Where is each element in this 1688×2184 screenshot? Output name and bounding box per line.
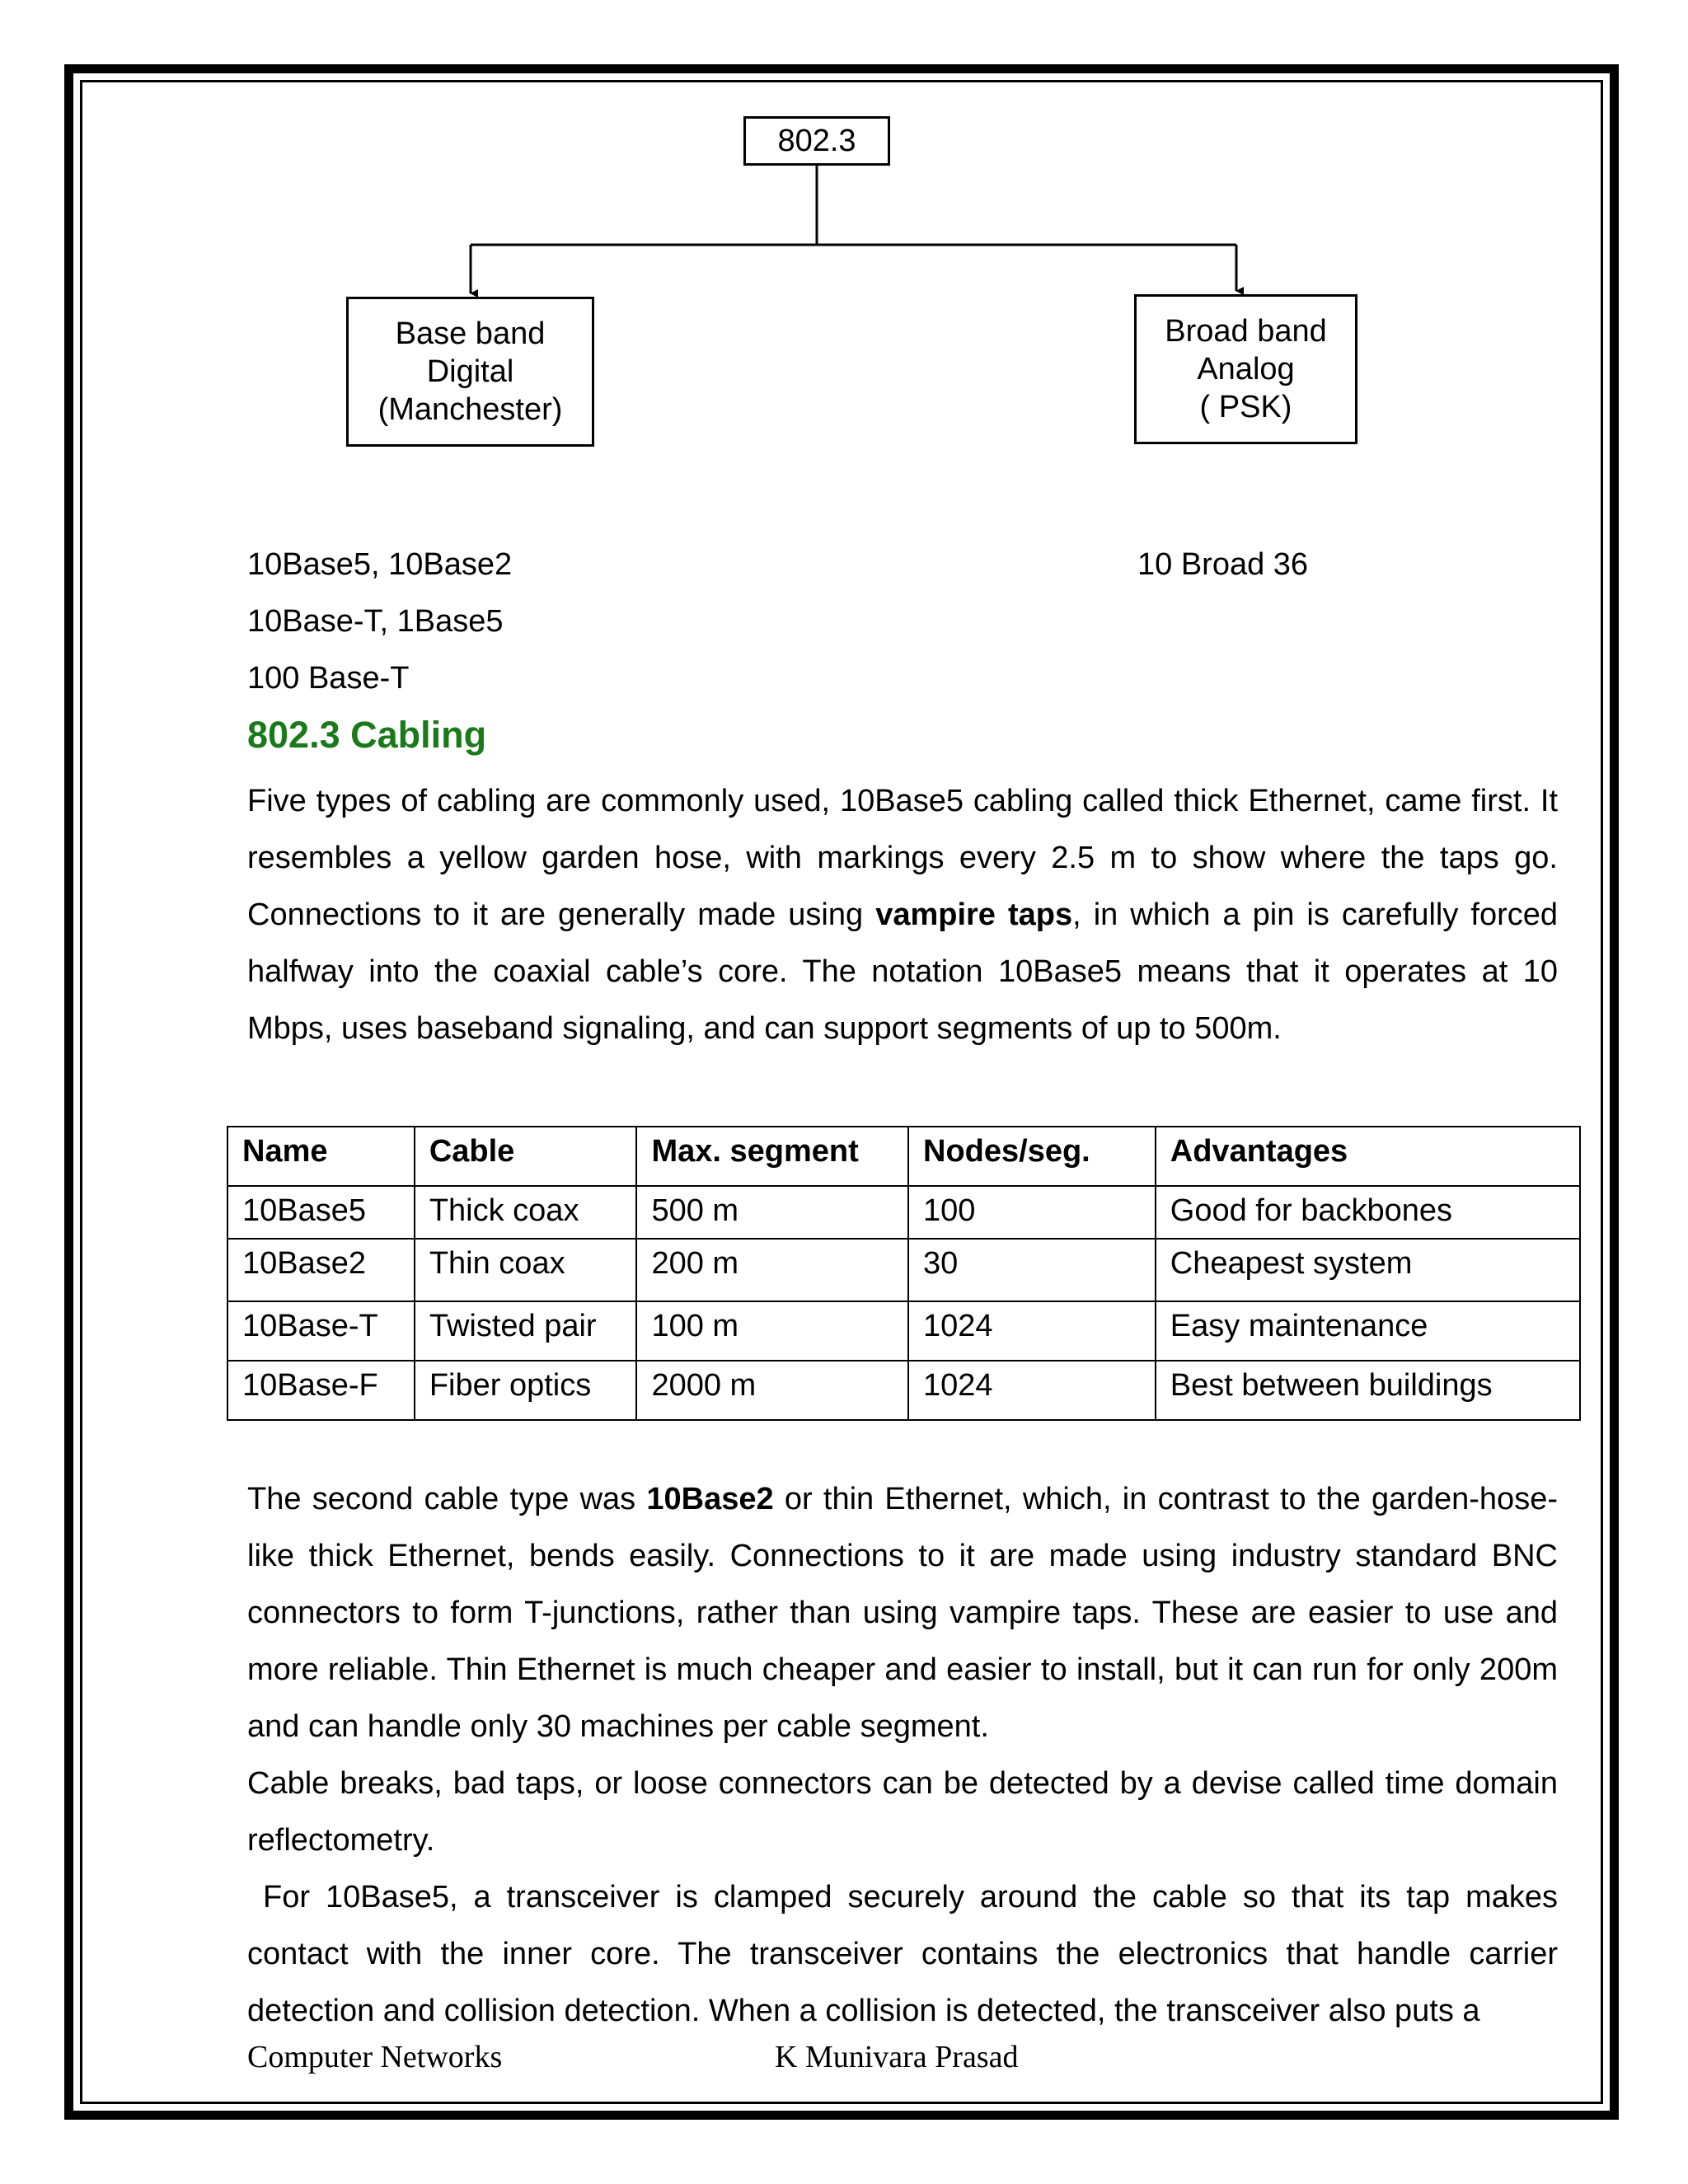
broadband-line-2: Analog	[1197, 352, 1295, 387]
table-cell: Best between buildings	[1156, 1361, 1580, 1420]
table-cell: 10Base5	[227, 1186, 415, 1239]
header-cable: Cable	[415, 1127, 637, 1186]
baseband-line-3: (Manchester)	[377, 392, 563, 427]
diagram-root-label: 802.3	[777, 124, 856, 158]
table-cell: 100	[908, 1186, 1156, 1239]
para1-text: Five types of cabling are commonly used, 10Base5 cabling called thick Ethernet, came first. It resembles a yellow garden hose, with markings every 2.5 m to show where the taps go. Connections to it are generally made using	[247, 784, 1558, 932]
section-heading: 802.3 Cabling	[247, 714, 487, 756]
cabling-table	[227, 1126, 1581, 1421]
broadband-list-item: 10 Broad 36	[1137, 547, 1309, 582]
table-row	[227, 1186, 1580, 1239]
table-cell: 2000 m	[636, 1361, 908, 1420]
table-row	[227, 1361, 1580, 1420]
diagram-broadband-box	[1134, 294, 1357, 444]
table-cell: 1024	[908, 1361, 1156, 1420]
para1-text-end: , in which a pin is carefully forced halfway into the coaxial cable’s core. The notation 10Base5 means that it operates at 10 Mbps, uses baseband signaling, and can support segments of up to 500m.	[247, 898, 1558, 1046]
paragraph-reflectometry: Cable breaks, bad taps, or loose connectors can be detected by a devise called time domain reflectometry.	[247, 1766, 1558, 1858]
paragraph-thin-ethernet	[247, 1471, 1558, 1755]
table-cell: Twisted pair	[415, 1301, 637, 1361]
table-row	[227, 1301, 1580, 1361]
para2-text-end: or thin Ethernet, which, in contrast to the garden-hose-like thick Ethernet, bends easily. Connections to it are made using industry standard BNC connectors to form T-junctions, rather than using vampire taps. These are easier to use and more reliable. Thin Ethernet is much cheaper and easier to install, but it can run for only 200m and can handle only 30 machines per cable segment.	[247, 1482, 1558, 1744]
para1-bold: vampire taps	[875, 898, 1073, 932]
table-cell: 100 m	[636, 1301, 908, 1361]
diagram-connectors	[0, 0, 1688, 462]
baseband-list-item: 10Base-T, 1Base5	[247, 604, 504, 639]
header-nodes: Nodes/seg.	[908, 1127, 1156, 1186]
table-header-row	[227, 1127, 1580, 1186]
table-cell: Fiber optics	[415, 1361, 637, 1420]
paragraph-transceiver: For 10Base5, a transceiver is clamped securely around the cable so that its tap makes contact with the inner core. The transceiver contains the electronics that handle carrier detection and collision detection. When a collision is detected, the transceiver also puts a	[247, 1880, 1567, 2028]
table-cell: 30	[908, 1239, 1156, 1301]
table-cell: 10Base-F	[227, 1361, 415, 1420]
baseband-list-item: 100 Base-T	[247, 661, 410, 696]
ieee-802-3-diagram	[0, 0, 1688, 462]
para2-bold: 10Base2	[646, 1482, 774, 1516]
table-cell: 10Base-T	[227, 1301, 415, 1361]
table-cell: 200 m	[636, 1239, 908, 1301]
diagram-baseband-box	[346, 297, 594, 447]
header-name: Name	[227, 1127, 415, 1186]
table-cell: Thin coax	[415, 1239, 637, 1301]
table-cell: 500 m	[636, 1186, 908, 1239]
paragraph-thick-ethernet	[247, 773, 1558, 1057]
table-cell: Good for backbones	[1156, 1186, 1580, 1239]
footer-author: K Munivara Prasad	[775, 2040, 1019, 2074]
table-cell: 10Base2	[227, 1239, 415, 1301]
para2-text: The second cable type was	[247, 1482, 647, 1516]
diagram-root-box	[743, 116, 890, 166]
header-max-segment: Max. segment	[636, 1127, 908, 1186]
footer-course-title: Computer Networks	[247, 2040, 503, 2074]
baseband-list-item: 10Base5, 10Base2	[247, 547, 513, 582]
broadband-line-3: ( PSK)	[1199, 390, 1292, 424]
table-row	[227, 1239, 1580, 1301]
table-cell: Cheapest system	[1156, 1239, 1580, 1301]
header-advantages: Advantages	[1156, 1127, 1580, 1186]
table-cell: 1024	[908, 1301, 1156, 1361]
table-cell: Thick coax	[415, 1186, 637, 1239]
table-cell: Easy maintenance	[1156, 1301, 1580, 1361]
baseband-line-1: Base band	[395, 316, 546, 351]
broadband-line-1: Broad band	[1165, 314, 1327, 349]
baseband-line-2: Digital	[426, 354, 514, 389]
